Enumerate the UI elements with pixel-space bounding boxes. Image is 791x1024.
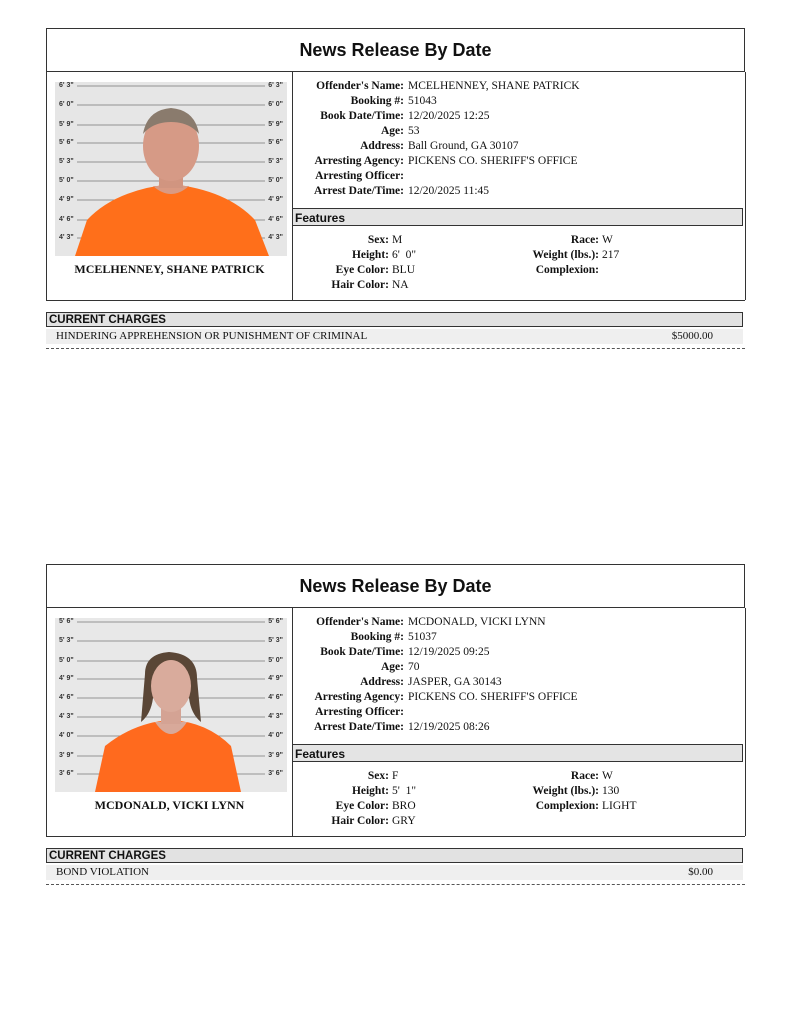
- arrest-datetime: 12/19/2025 08:26: [408, 721, 490, 733]
- field-label: Address:: [360, 140, 404, 152]
- address-value: JASPER, GA 30143: [408, 676, 502, 688]
- arresting-agency: PICKENS CO. SHERIFF'S OFFICE: [408, 691, 578, 703]
- mugshot-panel: [46, 608, 293, 836]
- scale-label: 6' 3": [59, 82, 74, 89]
- scale-label: 5' 6": [59, 139, 74, 146]
- header-title: News Release By Date: [299, 575, 492, 596]
- complexion-value: LIGHT: [602, 800, 637, 812]
- field-label: Hair Color:: [331, 279, 389, 291]
- record-header: [46, 28, 745, 72]
- field-label: Offender's Name:: [316, 616, 404, 628]
- field-label: Height:: [351, 785, 389, 797]
- weight-value: 130: [602, 785, 620, 797]
- field-label: Complexion:: [535, 800, 599, 812]
- dashed-divider: [46, 348, 745, 349]
- arresting-agency: PICKENS CO. SHERIFF'S OFFICE: [408, 155, 578, 167]
- address-value: Ball Ground, GA 30107: [408, 140, 519, 152]
- mugshot-photo: [55, 618, 287, 792]
- eye-color-value: BLU: [392, 264, 415, 276]
- record-header: [46, 564, 745, 608]
- scale-label: 4' 3": [268, 713, 283, 720]
- field-label: Age:: [381, 661, 404, 673]
- field-label: Arresting Agency:: [314, 155, 404, 167]
- features-header: Features: [292, 744, 743, 762]
- scale-label: 6' 0": [59, 101, 74, 108]
- scale-label: 4' 3": [268, 234, 283, 241]
- field-label: Hair Color:: [331, 815, 389, 827]
- scale-label: 3' 9": [268, 752, 283, 759]
- field-label: Book Date/Time:: [320, 646, 404, 658]
- field-label: Arresting Agency:: [314, 691, 404, 703]
- scale-label: 4' 6": [59, 216, 74, 223]
- scale-label: 5' 3": [268, 158, 283, 165]
- scale-label: 4' 3": [59, 713, 74, 720]
- scale-label: 5' 3": [268, 637, 283, 644]
- charge-amount: $5000.00: [671, 330, 713, 342]
- charge-description: BOND VIOLATION: [56, 866, 149, 878]
- mugshot-caption: MCDONALD, VICKI LYNN: [94, 798, 245, 812]
- dashed-divider: [46, 884, 745, 885]
- arrest-datetime: 12/20/2025 11:45: [408, 185, 490, 197]
- mugshot-image: [55, 618, 287, 792]
- age-value: 53: [408, 125, 420, 137]
- field-label: Book Date/Time:: [320, 110, 404, 122]
- booking-number: 51037: [408, 631, 437, 643]
- scale-label: 4' 6": [59, 694, 74, 701]
- mugshot-photo: [55, 82, 287, 256]
- booking-record: [46, 28, 745, 358]
- scale-label: 3' 6": [59, 770, 74, 777]
- scale-label: 4' 6": [268, 694, 283, 701]
- hair-color-value: GRY: [392, 815, 416, 827]
- charges-header: CURRENT CHARGES: [46, 848, 743, 863]
- scale-label: 6' 0": [268, 101, 283, 108]
- offender-name: MCDONALD, VICKI LYNN: [408, 616, 546, 628]
- mugshot-caption: MCELHENNEY, SHANE PATRICK: [74, 262, 265, 276]
- charge-amount: $0.00: [688, 866, 713, 878]
- features-panel: [292, 768, 745, 838]
- scale-label: 4' 3": [59, 234, 74, 241]
- sex-value: F: [392, 770, 399, 782]
- charge-row: [46, 865, 743, 880]
- booking-number: 51043: [408, 95, 437, 107]
- scale-label: 5' 6": [268, 618, 283, 625]
- scale-label: 4' 6": [268, 216, 283, 223]
- hair-color-value: NA: [392, 279, 409, 291]
- field-label: Eye Color:: [335, 264, 389, 276]
- sex-value: M: [392, 234, 403, 246]
- field-label: Arrest Date/Time:: [314, 185, 404, 197]
- scale-label: 4' 9": [59, 196, 74, 203]
- field-label: Race:: [570, 234, 599, 246]
- field-label: Sex:: [367, 770, 389, 782]
- charges-header: CURRENT CHARGES: [46, 312, 743, 327]
- charge-description: HINDERING APPREHENSION OR PUNISHMENT OF CRIMINAL: [56, 330, 368, 342]
- divider: [46, 836, 745, 837]
- field-label: Height:: [351, 249, 389, 261]
- field-label: Booking #:: [350, 631, 404, 643]
- weight-value: 217: [602, 249, 620, 261]
- scale-label: 5' 6": [268, 139, 283, 146]
- field-label: Arresting Officer:: [315, 706, 404, 718]
- scale-label: 5' 0": [268, 177, 283, 184]
- field-label: Complexion:: [535, 264, 599, 276]
- field-label: Age:: [381, 125, 404, 137]
- scale-label: 5' 3": [59, 158, 74, 165]
- offender-name: MCELHENNEY, SHANE PATRICK: [408, 80, 580, 92]
- field-label: Sex:: [367, 234, 389, 246]
- scale-label: 5' 6": [59, 618, 74, 625]
- scale-label: 3' 9": [59, 752, 74, 759]
- scale-label: 5' 3": [59, 637, 74, 644]
- divider: [46, 300, 745, 301]
- scale-label: 4' 9": [268, 675, 283, 682]
- field-label: Eye Color:: [335, 800, 389, 812]
- scale-label: 4' 0": [268, 732, 283, 739]
- scale-label: 5' 9": [59, 121, 74, 128]
- mugshot-panel: [46, 72, 293, 300]
- scale-label: 3' 6": [268, 770, 283, 777]
- book-datetime: 12/20/2025 12:25: [408, 110, 490, 122]
- scale-label: 4' 9": [268, 196, 283, 203]
- race-value: W: [602, 770, 613, 782]
- mugshot-image: [55, 82, 287, 256]
- scale-label: 6' 3": [268, 82, 283, 89]
- height-value: 5' 1": [392, 785, 417, 797]
- field-label: Race:: [570, 770, 599, 782]
- features-header: Features: [292, 208, 743, 226]
- scale-label: 5' 0": [59, 657, 74, 664]
- features-panel: [292, 232, 745, 302]
- scale-label: 5' 9": [268, 121, 283, 128]
- field-label: Arrest Date/Time:: [314, 721, 404, 733]
- field-label: Address:: [360, 676, 404, 688]
- height-value: 6' 0": [392, 249, 417, 261]
- race-value: W: [602, 234, 613, 246]
- field-label: Offender's Name:: [316, 80, 404, 92]
- scale-label: 4' 9": [59, 675, 74, 682]
- field-label: Arresting Officer:: [315, 170, 404, 182]
- age-value: 70: [408, 661, 420, 673]
- header-title: News Release By Date: [299, 39, 492, 60]
- scale-label: 4' 0": [59, 732, 74, 739]
- booking-record: [46, 564, 745, 894]
- field-label: Booking #:: [350, 95, 404, 107]
- eye-color-value: BRO: [392, 800, 416, 812]
- charge-row: [46, 329, 743, 344]
- scale-label: 5' 0": [268, 657, 283, 664]
- book-datetime: 12/19/2025 09:25: [408, 646, 490, 658]
- field-label: Weight (lbs.):: [532, 249, 599, 261]
- scale-label: 5' 0": [59, 177, 74, 184]
- field-label: Weight (lbs.):: [532, 785, 599, 797]
